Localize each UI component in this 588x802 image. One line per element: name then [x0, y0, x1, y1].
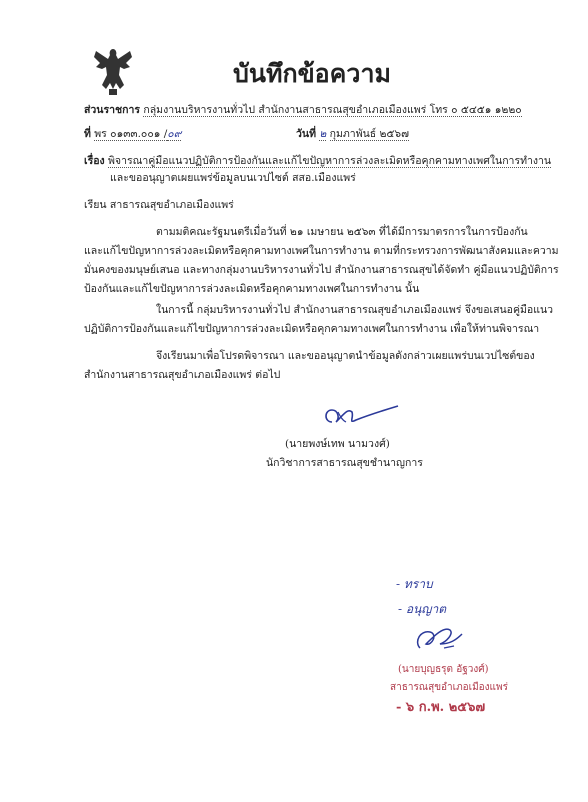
approval-position: สาธารณสุขอำเภอเมืองแพร่: [390, 682, 508, 693]
p1-line-3: มั่นคงของมนุษย์เสนอ และทางกลุ่มงานบริหารงานทั่วไป สำนักงานสาธารณสุขได้จัดทำ คู่มือแนวปฏิบัติการ: [84, 264, 559, 276]
agency-line: [84, 103, 522, 117]
to-value: สาธารณสุขอำเภอเมืองแพร่: [109, 199, 234, 211]
approval-note-2: - อนุญาต: [398, 602, 447, 616]
p1-line-2: และแก้ไขปัญหาการล่วงละเมิดหรือคุกคามทางเพศในการทำงาน ตามที่กระทรวงการพัฒนาสังคมและความ: [84, 245, 559, 257]
date-line: [296, 127, 409, 141]
reference-line: [84, 127, 181, 141]
approval-name: (นายบุญธรุต อัฐวงศ์): [398, 664, 489, 675]
approval-date-stamp: - ๖ ก.พ. ๒๕๖๗: [396, 700, 486, 715]
p1-line-1: ตามมติคณะรัฐมนตรีเมื่อวันที่ ๒๑ เมษายน ๒๕๖๓ ที่ได้มีการมาตรการในการป้องกัน: [156, 226, 528, 238]
signature-1-name: (นายพงษ์เทพ นามวงศ์): [285, 438, 390, 450]
ref-value: พร ๐๑๓๓.๐๐๑ /: [94, 128, 168, 140]
subject-line: [84, 154, 551, 168]
page-title: บันทึกข้อความ: [233, 59, 391, 88]
agency-value: กลุ่มงานบริหารงานทั่วไป สำนักงานสาธารณสุขอำเภอเมืองแพร่ โทร ๐ ๕๔๕๑ ๑๒๒๐: [143, 104, 522, 116]
p2-line-1: ในการนี้ กลุ่มบริหารงานทั่วไป สำนักงานสาธารณสุขอำเภอเมืองแพร่ จึงขอเสนอคู่มือแนว: [156, 304, 554, 316]
p3-line-1: จึงเรียนมาเพื่อโปรดพิจารณา และขออนุญาตนำข้อมูลดังกล่าวเผยแพร่บนเวปไซต์ของ: [156, 350, 535, 362]
date-rest: กุมภาพันธ์ ๒๕๖๗: [329, 128, 409, 140]
date-label: วันที่: [296, 128, 316, 140]
p2-line-2: ปฏิบัติการป้องกันและแก้ไขปัญหาการล่วงละเมิดหรือคุกคามทางเพศในการทำงาน เพื่อให้ท่านพิจารณา: [84, 323, 540, 335]
to-label: เรียน: [84, 199, 107, 211]
agency-label: ส่วนราชการ: [84, 104, 141, 116]
signature-1-position: นักวิชาการสาธารณสุขชำนาญการ: [266, 457, 423, 469]
garuda-emblem-icon: [90, 45, 136, 97]
subject-value-2: และขออนุญาตเผยแพร่ข้อมูลบนเวปไซต์ สสอ.เมืองแพร่: [110, 172, 356, 184]
subject-value-1: พิจารณาคู่มือแนวปฏิบัติการป้องกันและแก้ไขปัญหาการล่วงละเมิดหรือคุกคามทางเพศในการทำงาน: [108, 155, 552, 167]
subject-label: เรื่อง: [84, 155, 105, 167]
p3-line-2: สำนักงานสาธารณสุขอำเภอเมืองแพร่ ต่อไป: [84, 369, 281, 381]
p1-line-4: ป้องกันและแก้ไขปัญหาการล่วงละเมิดหรือคุกคามทางเพศในการทำงาน นั้น: [84, 283, 420, 295]
date-day-handwritten: ๒: [319, 128, 327, 140]
signature-1-scribble: [318, 400, 414, 434]
approval-note-1: - ทราบ: [396, 577, 433, 591]
signature-2-scribble: [410, 622, 470, 658]
ref-label: ที่: [84, 128, 91, 140]
ref-handwritten: ๐๙: [167, 128, 182, 140]
to-line: [84, 198, 234, 212]
